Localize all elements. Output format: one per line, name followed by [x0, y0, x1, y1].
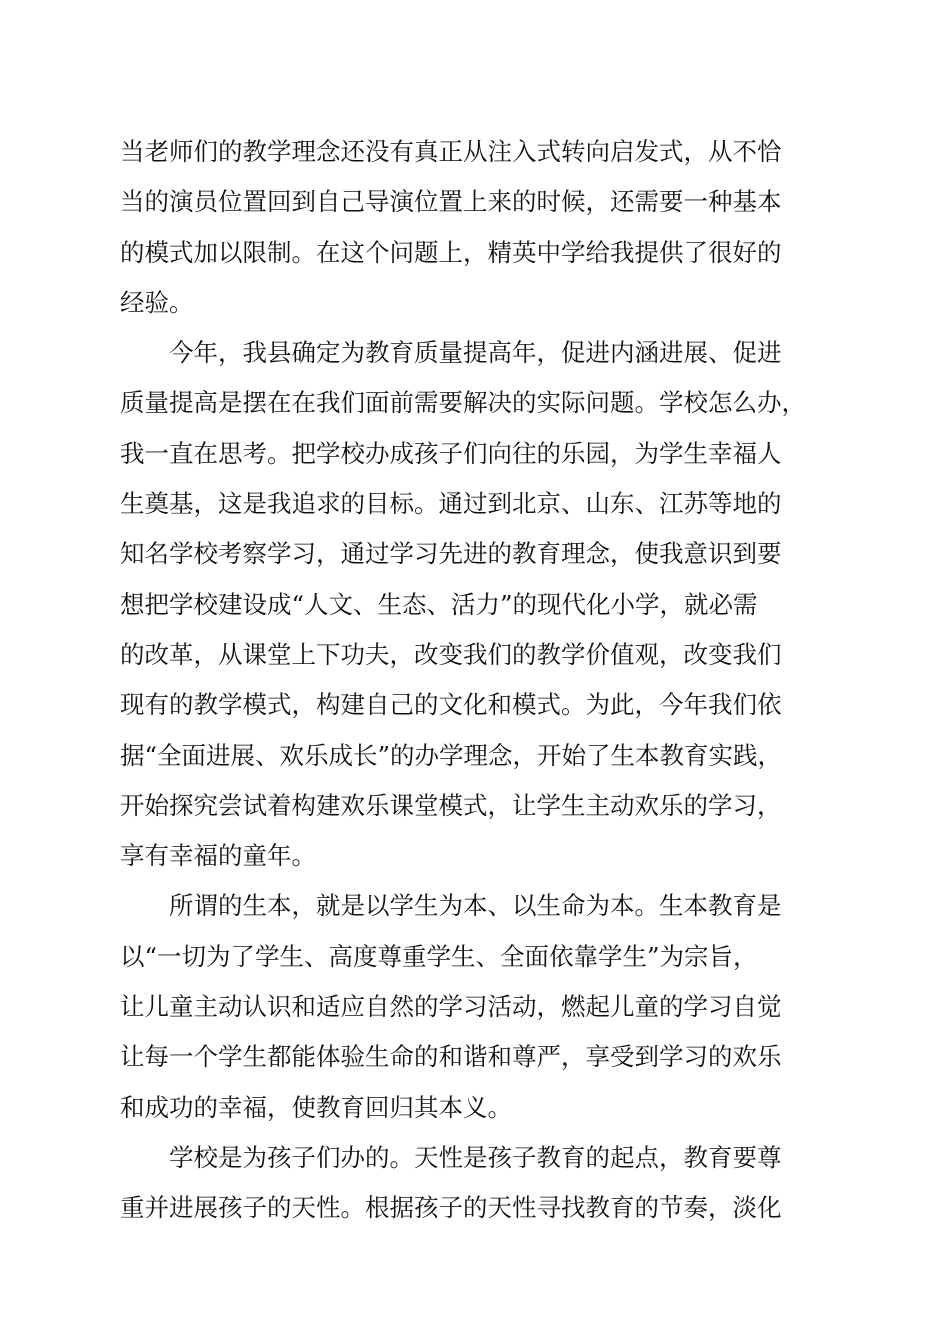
text-line: 当的演员位置回到自己导演位置上来的时候，还需要一种基本 [120, 187, 782, 217]
text-line: 据“全面进展、欢乐成长”的办学理念，开始了生本教育实践， [120, 740, 783, 770]
text-line: 让儿童主动认识和适应自然的学习活动，燃起儿童的学习自觉 [120, 992, 782, 1022]
text-line: 我一直在思考。把学校办成孩子们向往的乐园，为学生幸福人 [120, 438, 782, 468]
text-line: 知名学校考察学习，通过学习先进的教育理念，使我意识到要 [120, 539, 782, 569]
text-line: 享有幸福的童年。 [120, 841, 316, 871]
text-line: 质量提高是摆在在我们面前需要解决的实际问题。学校怎么办， [120, 388, 806, 418]
text-line: 经验。 [120, 287, 194, 317]
text-line: 当老师们的教学理念还没有真正从注入式转向启发式，从不恰 [120, 137, 782, 166]
paragraph-first-line: 学校是为孩子们办的。天性是孩子教育的起点，教育要尊 [169, 1142, 782, 1172]
text-line: 开始探究尝试着构建欢乐课堂模式，让学生主动欢乐的学习， [120, 790, 782, 820]
text-line: 以“一切为了学生、高度尊重学生、全面依靠学生”为宗旨， [120, 941, 758, 971]
text-line: 生奠基，这是我追求的目标。通过到北京、山东、江苏等地的 [120, 489, 782, 519]
text-line: 的改革，从课堂上下功夫，改变我们的教学价值观，改变我们 [120, 639, 782, 669]
text-line: 让每一个学生都能体验生命的和谐和尊严，享受到学习的欢乐 [120, 1042, 782, 1072]
text-line: 现有的教学模式，构建自己的文化和模式。为此，今年我们依 [120, 690, 782, 720]
text-line: 和成功的幸福，使教育回归其本义。 [120, 1092, 512, 1122]
paragraph-first-line: 所谓的生本，就是以学生为本、以生命为本。生本教育是 [169, 891, 782, 921]
text-line: 的模式加以限制。在这个问题上，精英中学给我提供了很好的 [120, 237, 782, 267]
text-line: 想把学校建设成“人文、生态、活力”的现代化小学，就必需 [120, 589, 758, 619]
text-line: 重并进展孩子的天性。根据孩子的天性寻找教育的节奏，淡化 [120, 1193, 782, 1223]
paragraph-first-line: 今年，我县确定为教育质量提高年，促进内涵进展、促进 [169, 338, 782, 368]
body-text [120, 127, 840, 1234]
